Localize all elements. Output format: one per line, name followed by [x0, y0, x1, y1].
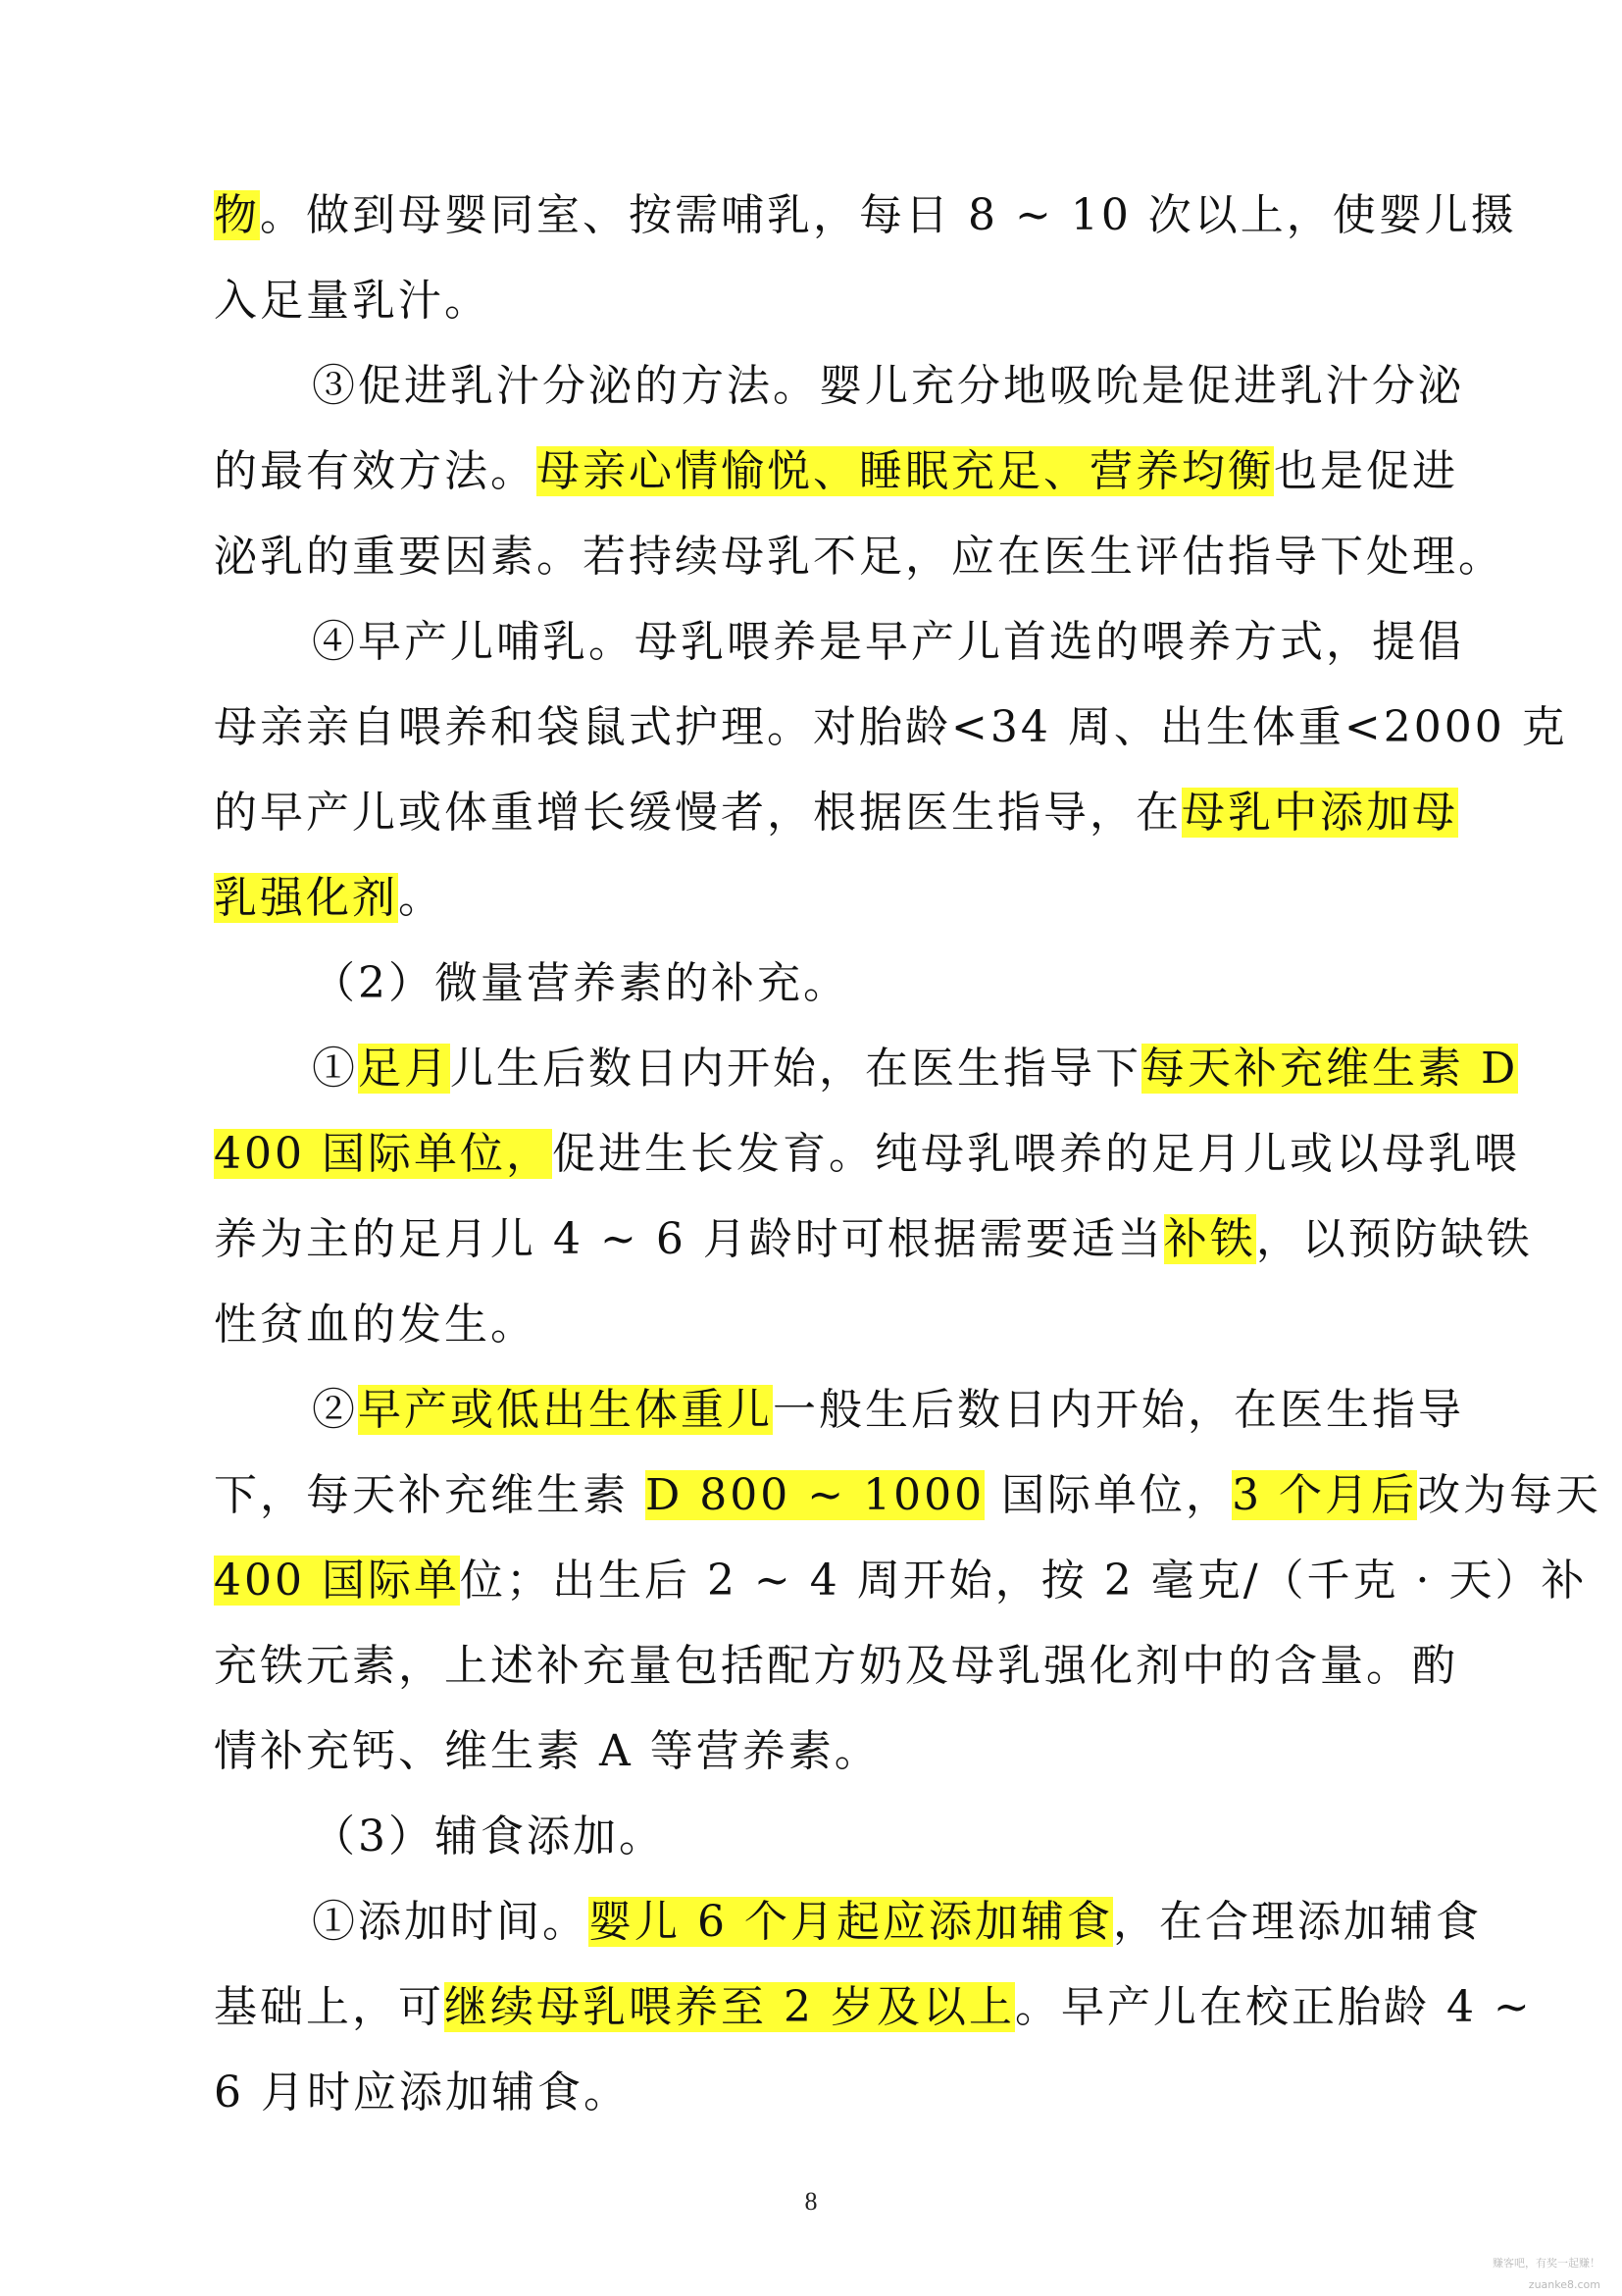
- text-run: 。做到母婴同室、按需哺乳，每日 8 ~ 10 次以上，使婴儿摄: [260, 190, 1517, 240]
- text-line: [214, 770, 1458, 855]
- highlighted-text: 婴儿 6 个月起应添加辅食: [588, 1897, 1113, 1947]
- text-line: [214, 1282, 1420, 1367]
- text-line: [214, 514, 1504, 599]
- text-run: 泌乳的重要因素。若持续母乳不足，应在医生评估指导下处理。: [214, 532, 1504, 582]
- text-run: 基础上，可: [214, 1982, 444, 2032]
- text-run: 性贫血的发生。: [214, 1300, 536, 1350]
- text-run: 的早产儿或体重增长缓慢者，根据医生指导，在: [214, 788, 1182, 838]
- text-run: 儿生后数日内开始，在医生指导下: [450, 1044, 1141, 1094]
- highlighted-text: 乳强化剂: [214, 873, 398, 923]
- text-run: 入足量乳汁。: [214, 276, 490, 326]
- text-line: [214, 1623, 1458, 1709]
- highlighted-text: 继续母乳喂养至 2 岁及以上: [444, 1982, 1015, 2032]
- text-run: ②: [312, 1385, 358, 1435]
- text-run: 6 月时应添加辅食。: [214, 2067, 630, 2117]
- text-line: [214, 1964, 1533, 2050]
- highlighted-text: 补铁: [1163, 1214, 1256, 1264]
- text-run: ④早产儿哺乳。母乳喂养是早产儿首选的喂养方式，提倡: [312, 617, 1464, 667]
- text-run: 改为每天: [1417, 1470, 1602, 1520]
- text-run: 下，每天补充维生素: [214, 1470, 645, 1520]
- text-line: [214, 429, 1458, 514]
- section-heading: [214, 941, 1420, 1026]
- highlighted-text: 400 国际单: [214, 1556, 460, 1606]
- text-run: ①添加时间。: [312, 1897, 588, 1947]
- highlighted-text: 3 个月后: [1232, 1470, 1418, 1520]
- text-run: 一般生后数日内开始，在医生指导: [773, 1385, 1464, 1435]
- text-run: 养为主的足月儿 4 ~ 6 月龄时可根据需要适当: [214, 1214, 1164, 1264]
- section-heading: [214, 1794, 1420, 1879]
- text-run: ③促进乳汁分泌的方法。婴儿充分地吸吮是促进乳汁分泌: [312, 361, 1464, 411]
- paragraph-first-line: [214, 1367, 1464, 1453]
- text-line: [214, 173, 1517, 258]
- text-line: [214, 1709, 1420, 1794]
- text-run: 。早产儿在校正胎龄 4 ~: [1014, 1982, 1533, 2032]
- highlighted-text: 足月: [358, 1044, 450, 1094]
- highlighted-text: 400 国际单位，: [214, 1129, 552, 1179]
- document-body: [214, 173, 1602, 2135]
- text-line: [214, 258, 1420, 343]
- text-line: [214, 1453, 1602, 1538]
- text-run: ，以预防缺铁: [1255, 1214, 1533, 1264]
- highlighted-text: 母乳中添加母: [1182, 788, 1458, 838]
- text-run: 充铁元素，上述补充量包括配方奶及母乳强化剂中的含量。酌: [214, 1641, 1458, 1691]
- highlighted-text: 早产或低出生体重儿: [358, 1385, 773, 1435]
- text-run: ，在合理添加辅食: [1112, 1897, 1482, 1947]
- paragraph-first-line: [214, 343, 1464, 429]
- text-run: 国际单位，: [985, 1470, 1233, 1520]
- text-line: [214, 2050, 1420, 2135]
- page-number: 8: [804, 2187, 818, 2216]
- text-line: [214, 1111, 1520, 1197]
- text-line: [214, 685, 1568, 770]
- text-line: [214, 855, 1420, 941]
- highlighted-text: D 800 ~ 1000: [645, 1470, 986, 1520]
- watermark: 赚客吧，有奖一起赚！ zuanke8.com: [1493, 2257, 1600, 2291]
- paragraph-first-line: [214, 1026, 1519, 1111]
- text-run: 位；出生后 2 ~ 4 周开始，按 2 毫克/（千克 · 天）补: [459, 1556, 1588, 1606]
- paragraph-first-line: [214, 1879, 1482, 1964]
- text-run: 情补充钙、维生素 A 等营养素。: [214, 1726, 881, 1776]
- highlighted-text: 每天补充维生素 D: [1141, 1044, 1519, 1094]
- text-line: [214, 1538, 1588, 1623]
- text-run: 也是促进: [1274, 446, 1458, 496]
- text-run: 促进生长发育。纯母乳喂养的足月儿或以母乳喂: [551, 1129, 1520, 1179]
- highlighted-text: 物: [214, 190, 260, 240]
- text-run: （3）辅食添加。: [312, 1811, 665, 1862]
- text-run: 母亲亲自喂养和袋鼠式护理。对胎龄<34 周、出生体重<2000 克: [214, 702, 1568, 752]
- text-run: 的最有效方法。: [214, 446, 536, 496]
- text-run: 。: [398, 873, 444, 923]
- text-run: （2）微量营养素的补充。: [312, 958, 849, 1008]
- text-line: [214, 1197, 1533, 1282]
- highlighted-text: 母亲心情愉悦、睡眠充足、营养均衡: [536, 446, 1274, 496]
- paragraph-first-line: [214, 599, 1464, 685]
- text-run: ①: [312, 1044, 358, 1094]
